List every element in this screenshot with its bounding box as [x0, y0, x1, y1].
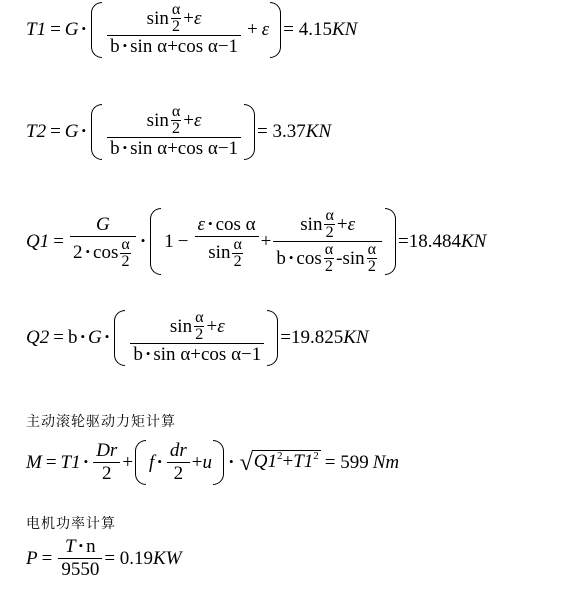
equals-sign: = [53, 327, 64, 348]
dot-operator: • [122, 38, 128, 53]
cos-text: cos [215, 213, 241, 235]
equation-t1 [26, 2, 357, 58]
fraction-main [107, 104, 241, 160]
symbol-g: G [64, 19, 79, 40]
sin-text: sin [146, 7, 169, 29]
b-symbol: b [67, 327, 78, 348]
equation-q2 [26, 310, 369, 366]
symbol-f: f [149, 451, 155, 473]
fraction-second [273, 208, 382, 275]
alpha-over-2 [232, 237, 242, 270]
dot-operator: • [104, 329, 110, 344]
unit-text: Nm [372, 451, 400, 473]
sin-text: sin [300, 213, 323, 235]
equals-sign: = [41, 547, 53, 569]
unit-text: KN [343, 327, 369, 348]
fraction-main [130, 310, 264, 366]
alpha-symbol: α [233, 235, 242, 253]
lhs-q1: Q1 [26, 230, 50, 252]
two-denominator: 2 [173, 463, 184, 484]
sin-text: sin [342, 247, 365, 269]
epsilon-symbol: ε [347, 213, 356, 235]
equals-sign: = [50, 19, 61, 40]
alpha-over-2 [171, 2, 181, 35]
alpha-symbol: α [207, 36, 218, 57]
lhs-q2: Q2 [26, 327, 50, 348]
result-value: = 3.37 [257, 121, 306, 142]
cos-text: cos [296, 247, 322, 269]
dot-operator: • [145, 346, 151, 361]
alpha-symbol: α [121, 235, 130, 253]
b-symbol: b [276, 247, 286, 269]
fraction-g-over-cos [70, 214, 136, 270]
alpha-symbol: α [245, 213, 256, 235]
plus-sign: + [183, 109, 194, 131]
dot-operator: • [81, 123, 87, 138]
parenthesis-group [91, 2, 281, 58]
alpha-over-2 [324, 242, 334, 275]
alpha-symbol: α [171, 103, 181, 120]
plus-sign: + [206, 315, 218, 337]
alpha-symbol: α [195, 309, 204, 326]
parenthesis-group [150, 208, 396, 275]
alpha-symbol: α [157, 138, 168, 159]
fraction-main [107, 2, 241, 58]
equals-sign: = [53, 230, 64, 252]
dot-operator: • [140, 232, 146, 248]
unit-text: KN [331, 19, 358, 40]
lhs-m: M [26, 451, 42, 473]
section-label-torque: 主动滚轮驱动力矩计算 [26, 414, 176, 430]
unit-text: KN [461, 230, 487, 252]
alpha-symbol: α [367, 241, 377, 258]
sin-text: sin [130, 36, 153, 57]
plus-sign: + [167, 138, 178, 159]
result-value: =19.825 [280, 327, 344, 348]
cos-text: cos [177, 36, 204, 57]
equation-t2 [26, 104, 331, 160]
sin-text: sin [130, 138, 153, 159]
dot-operator: • [78, 538, 84, 553]
plus-sign: + [260, 230, 272, 252]
two-denominator: 2 [121, 252, 130, 270]
symbol-t1: T1 [293, 451, 314, 472]
alpha-over-2 [120, 237, 130, 270]
fraction-eps-cos-over-sin [195, 214, 259, 270]
alpha-symbol: α [157, 36, 168, 57]
section-label-power: 电机功率计算 [26, 516, 116, 532]
sin-text: sin [153, 344, 176, 365]
lhs-t1: T1 [26, 19, 47, 40]
dot-operator: • [229, 453, 234, 469]
minus-one: −1 [241, 344, 262, 365]
two-denominator: 2 [102, 463, 112, 484]
exponent-two: 2 [313, 450, 319, 462]
equals-sign: = [45, 451, 57, 473]
unit-text: KN [305, 121, 332, 142]
symbol-dr-lower: dr [169, 440, 187, 461]
fraction-dr-lower-over-2 [167, 440, 190, 485]
plus-sign: + [247, 19, 258, 40]
unit-text: KW [153, 547, 182, 569]
symbol-t1: T1 [60, 451, 81, 473]
two-denominator: 2 [172, 120, 181, 137]
alpha-symbol: α [171, 1, 181, 18]
epsilon-symbol: ε [217, 315, 225, 337]
lhs-t2: T2 [26, 121, 47, 142]
plus-sign: + [191, 451, 203, 473]
denominator-9550: 9550 [61, 559, 100, 580]
epsilon-symbol: ε [261, 19, 270, 40]
two-denominator: 2 [195, 326, 204, 343]
alpha-symbol: α [231, 344, 242, 365]
cos-text: cos [201, 344, 227, 365]
two-denominator: 2 [325, 224, 334, 241]
fraction-tn-over-9550 [58, 536, 102, 581]
lhs-p: P [26, 547, 38, 569]
fraction-dr-over-2 [93, 440, 120, 485]
equals-sign: = [50, 121, 61, 142]
dot-operator: • [122, 140, 128, 155]
dot-operator: • [81, 21, 87, 36]
sin-text: sin [208, 242, 231, 263]
result-value: =18.484 [398, 230, 461, 252]
plus-sign: + [183, 7, 194, 29]
two-denominator: 2 [172, 18, 181, 35]
plus-sign: + [336, 213, 348, 235]
two-coefficient: 2 [72, 242, 83, 263]
plus-sign: + [190, 344, 201, 365]
symbol-u: u [202, 451, 212, 473]
minus-sign: − [177, 230, 189, 252]
alpha-symbol: α [180, 344, 191, 365]
radical-sign: √ [239, 449, 253, 476]
dot-operator: • [83, 453, 89, 469]
parenthesis-group [91, 104, 255, 160]
symbol-g: G [88, 327, 102, 348]
alpha-over-2 [194, 310, 204, 343]
parenthesis-group [114, 310, 278, 366]
equation-m [26, 440, 399, 485]
b-symbol: b [110, 138, 120, 159]
alpha-over-2 [171, 104, 181, 137]
two-denominator: 2 [367, 258, 376, 275]
epsilon-symbol: ε [193, 109, 202, 131]
dot-operator: • [85, 244, 91, 259]
dot-operator: • [157, 453, 162, 469]
result-value: = 0.19 [104, 547, 154, 569]
dot-operator: • [80, 329, 86, 344]
symbol-n: n [86, 536, 96, 557]
two-denominator: 2 [233, 252, 242, 270]
minus-one: −1 [217, 36, 239, 57]
plus-sign: + [282, 451, 294, 472]
b-symbol: b [133, 344, 143, 365]
symbol-g: G [64, 121, 79, 142]
plus-sign: + [122, 451, 134, 473]
alpha-over-2 [367, 242, 377, 275]
symbol-g: G [95, 213, 110, 235]
exponent-two: 2 [276, 450, 283, 462]
symbol-q1: Q1 [253, 451, 277, 472]
sin-text: sin [169, 315, 193, 337]
alpha-symbol: α [325, 207, 334, 224]
plus-sign: + [167, 36, 178, 57]
b-symbol: b [110, 36, 120, 57]
square-root [240, 451, 321, 475]
alpha-symbol: α [324, 241, 334, 258]
result-value: = 599 [324, 451, 369, 473]
epsilon-symbol: ε [197, 213, 206, 235]
symbol-t: T [65, 536, 76, 557]
minus-one: −1 [217, 138, 239, 159]
one-term: 1 [164, 230, 174, 252]
symbol-dr-upper: Dr [96, 440, 118, 461]
cos-text: cos [93, 242, 119, 263]
epsilon-symbol: ε [193, 7, 202, 29]
alpha-symbol: α [207, 138, 218, 159]
equation-q1 [26, 208, 486, 275]
dot-operator: • [208, 215, 213, 231]
alpha-over-2 [324, 208, 334, 241]
sin-text: sin [146, 109, 169, 131]
equation-p [26, 536, 182, 581]
minus-sign: - [336, 247, 343, 269]
dot-operator: • [288, 249, 294, 265]
two-denominator: 2 [324, 258, 333, 275]
result-value: = 4.15 [283, 19, 332, 40]
parenthesis-group [135, 440, 224, 485]
cos-text: cos [177, 138, 204, 159]
